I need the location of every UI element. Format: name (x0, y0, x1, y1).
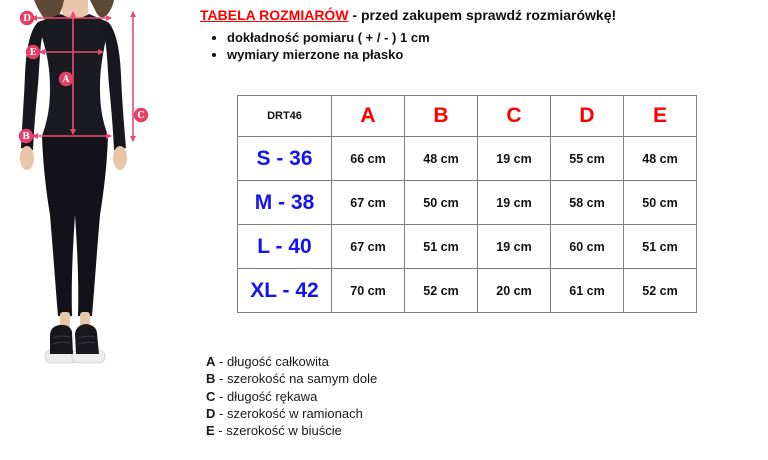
value-cell: 50 cm (405, 181, 478, 225)
column-header-c: C (478, 96, 551, 137)
value-cell: 19 cm (478, 225, 551, 269)
value-cell: 48 cm (624, 137, 697, 181)
legend-item-d (206, 405, 377, 422)
column-header-b: B (405, 96, 478, 137)
size-label-m: M - 38 (238, 181, 332, 225)
model-hand-right (113, 146, 127, 170)
value-cell: 67 cm (332, 181, 405, 225)
size-label-xl: XL - 42 (238, 269, 332, 313)
size-table (237, 95, 697, 313)
value-cell: 19 cm (478, 181, 551, 225)
legend-letter: D (206, 405, 216, 421)
legend-letter: A (206, 354, 216, 369)
legend-separator: - (219, 371, 224, 387)
value-cell: 61 cm (551, 269, 624, 313)
size-table-header-row (238, 96, 697, 137)
measurement-badge-label-e: E (29, 48, 37, 59)
bullet-measurement-accuracy: • dokładność pomiaru ( + / - ) 1 cm (227, 29, 760, 46)
legend-item-a (206, 353, 377, 370)
column-header-d: D (551, 96, 624, 137)
legend-item-c (206, 388, 377, 405)
measurement-legend (206, 353, 377, 439)
model-shoe-right (75, 324, 99, 354)
bullet-measured-flat: • wymiary mierzone na płasko (227, 46, 760, 63)
legend-text: szerokość w ramionach (226, 405, 363, 421)
legend-separator: - (219, 388, 224, 404)
value-cell: 55 cm (551, 137, 624, 181)
size-label-l: L - 40 (238, 225, 332, 269)
page-title (200, 6, 760, 24)
value-cell: 19 cm (478, 137, 551, 181)
value-cell: 60 cm (551, 225, 624, 269)
value-cell: 51 cm (405, 225, 478, 269)
model-photo-svg (0, 0, 190, 370)
measurement-badge-label-b: B (22, 132, 30, 143)
info-bullet-list (200, 29, 760, 63)
page-title-rest: - przed zakupem sprawdź rozmiarówkę! (352, 7, 617, 23)
value-cell: 52 cm (624, 269, 697, 313)
legend-letter: E (206, 423, 215, 439)
value-cell: 58 cm (551, 181, 624, 225)
legend-text: szerokość na samym dole (226, 371, 378, 387)
legend-item-b (206, 370, 377, 387)
legend-separator: - (218, 423, 223, 439)
size-label-s: S - 36 (238, 137, 332, 181)
value-cell: 67 cm (332, 225, 405, 269)
table-row-l (238, 225, 697, 269)
model-shoe-left (50, 325, 73, 354)
model-hair-right (90, 0, 114, 17)
measurement-badge-label-c: C (137, 111, 145, 122)
table-row-s (238, 137, 697, 181)
legend-separator: - (219, 354, 224, 369)
header-block (200, 6, 760, 63)
value-cell: 70 cm (332, 269, 405, 313)
value-cell: 20 cm (478, 269, 551, 313)
value-cell: 48 cm (405, 137, 478, 181)
value-cell: 51 cm (624, 225, 697, 269)
value-cell: 66 cm (332, 137, 405, 181)
column-header-e: E (624, 96, 697, 137)
legend-separator: - (219, 405, 224, 421)
measurement-badge-label-d: D (23, 14, 31, 25)
legend-text: długość rękawa (226, 388, 318, 404)
product-code: DRT46 (238, 96, 332, 137)
legend-letter: C (206, 388, 216, 404)
legend-item-e (206, 422, 377, 439)
legend-text: szerokość w biuście (226, 423, 342, 439)
value-cell: 52 cm (405, 269, 478, 313)
column-header-a: A (332, 96, 405, 137)
legend-text: długość całkowita (226, 354, 329, 369)
model-photo (0, 0, 190, 370)
value-cell: 50 cm (624, 181, 697, 225)
model-leggings (42, 136, 108, 316)
measurement-badge-label-a: A (62, 75, 70, 86)
page-title-highlight: TABELA ROZMIARÓW (200, 7, 349, 23)
table-row-m (238, 181, 697, 225)
legend-letter: B (206, 371, 216, 387)
model-hand-left (20, 146, 34, 170)
table-row-xl (238, 269, 697, 313)
